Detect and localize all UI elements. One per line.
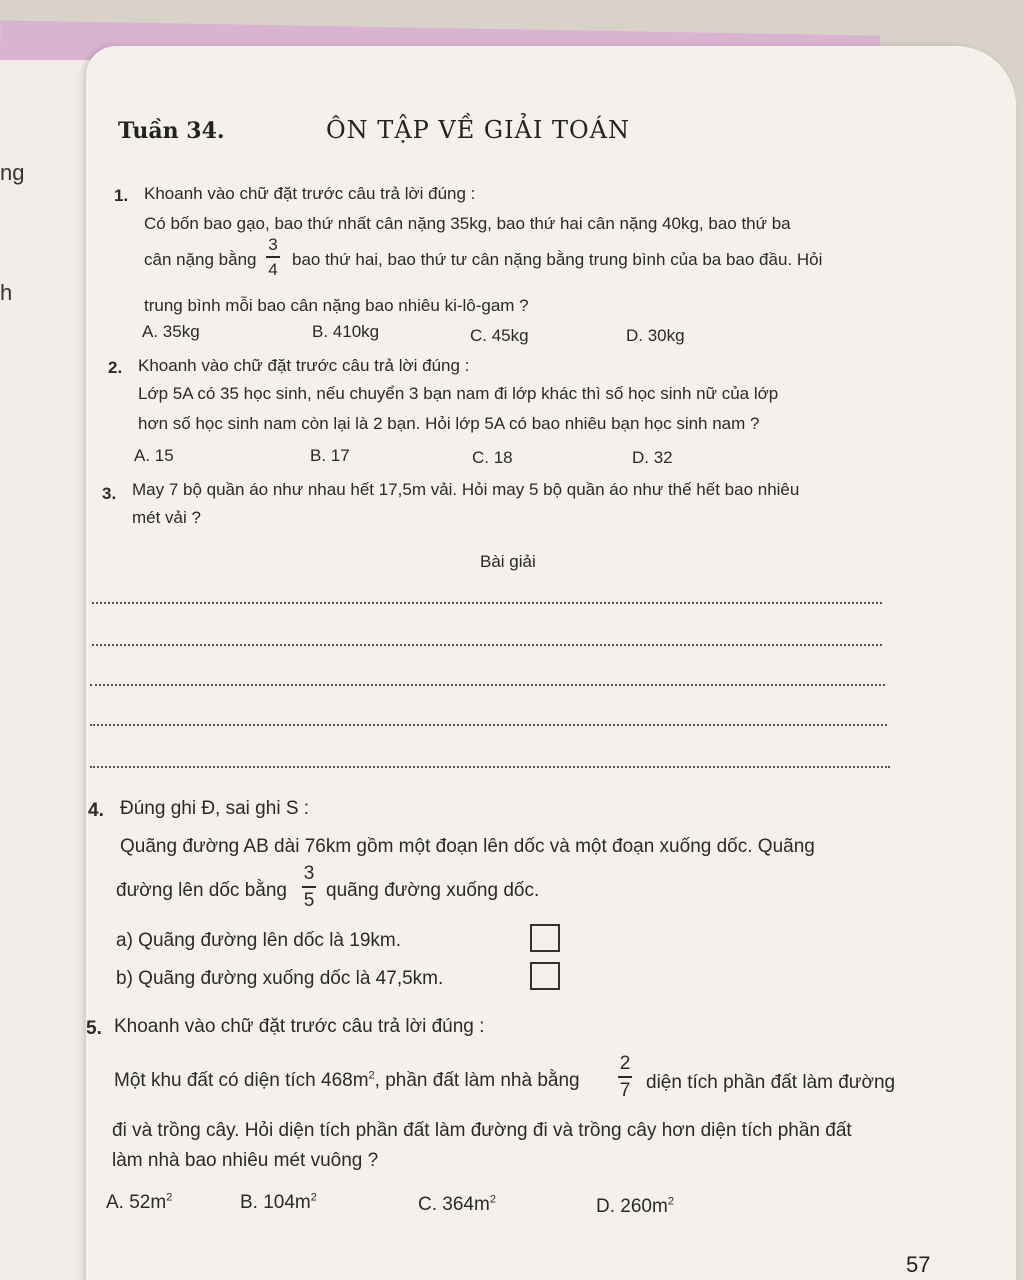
- q2-number: 2.: [108, 358, 123, 377]
- left-page-fragment: h: [0, 280, 13, 305]
- week-label: Tuần 34.: [118, 118, 225, 144]
- q5-number: 5.: [86, 1018, 102, 1039]
- q1-text-line2a: cân nặng bằng: [144, 250, 257, 269]
- superscript: 2: [667, 1195, 674, 1208]
- q5-fraction: [618, 1054, 632, 1100]
- q4-answer-box-a[interactable]: [530, 924, 560, 952]
- worksheet-page: [86, 46, 1016, 1280]
- q4-item-b: b) Quãng đường xuống dốc là 47,5km.: [116, 968, 444, 989]
- q1-text-line3: trung bình mỗi bao cân nặng bao nhiêu ki-lô-gam ?: [144, 296, 529, 315]
- superscript: 2: [489, 1193, 496, 1206]
- q1-option-a: A. 35kg: [142, 322, 200, 341]
- q2-text-line2: hơn số học sinh nam còn lại là 2 bạn. Hỏi lớp 5A có bao nhiêu bạn học sinh nam ?: [138, 414, 760, 433]
- q2-text-line1: Lớp 5A có 35 học sinh, nếu chuyển 3 bạn nam đi lớp khác thì số học sinh nữ của lớp: [138, 384, 779, 403]
- answer-line: [90, 724, 887, 726]
- q5-text-line1b: , phần đất làm nhà bằng: [374, 1070, 580, 1091]
- q5-option-b: [240, 1192, 317, 1214]
- q1-instruction: Khoanh vào chữ đặt trước câu trả lời đúng :: [144, 184, 476, 203]
- answer-line: [90, 684, 885, 686]
- q5-text-line1c: diện tích phần đất làm đường: [646, 1072, 896, 1093]
- q3-text-line1: May 7 bộ quần áo như nhau hết 17,5m vải. Hỏi may 5 bộ quần áo như thế hết bao nhiêu: [132, 480, 800, 499]
- q1-option-b: B. 410kg: [312, 322, 380, 341]
- q3-text-line2: mét vải ?: [132, 508, 201, 527]
- q5-option-c-label: C. 364m: [418, 1194, 490, 1215]
- q1-fraction-denominator: 4: [268, 259, 278, 279]
- q1-number: 1.: [114, 186, 129, 205]
- q1-fraction-numerator: 3: [268, 235, 278, 254]
- q4-instruction: Đúng ghi Đ, sai ghi S :: [120, 798, 310, 819]
- q5-text-line1a: Một khu đất có diện tích 468m: [114, 1070, 369, 1091]
- fraction-bar: [302, 886, 316, 888]
- q4-fraction-denominator: 5: [303, 889, 315, 911]
- q5-option-a: [106, 1192, 172, 1214]
- q2-instruction: Khoanh vào chữ đặt trước câu trả lời đúng :: [138, 356, 470, 375]
- fraction-bar: [618, 1076, 632, 1078]
- q1-option-c: C. 45kg: [470, 326, 529, 345]
- q5-fraction-denominator: 7: [619, 1079, 631, 1101]
- answer-line: [92, 644, 882, 646]
- q5-instruction: Khoanh vào chữ đặt trước câu trả lời đúng :: [114, 1016, 485, 1037]
- q5-option-d-label: D. 260m: [596, 1196, 668, 1217]
- q5-text-line3: làm nhà bao nhiêu mét vuông ?: [112, 1150, 379, 1171]
- answer-line: [90, 766, 890, 768]
- q4-fraction-numerator: 3: [303, 863, 315, 884]
- q3-solution-label: Bài giải: [480, 552, 536, 571]
- q4-number: 4.: [88, 800, 104, 821]
- page-number: 57: [906, 1252, 931, 1277]
- q5-option-a-label: A. 52m: [106, 1192, 167, 1213]
- q5-text-line2: đi và trồng cây. Hỏi diện tích phần đất làm đường đi và trồng cây hơn diện tích phần đất: [112, 1120, 852, 1141]
- q2-option-d: D. 32: [632, 448, 673, 467]
- answer-line: [92, 602, 882, 604]
- q5-option-d: [596, 1196, 674, 1218]
- superscript: 2: [368, 1069, 375, 1082]
- q5-text-line1: [114, 1070, 580, 1092]
- fraction-bar: [266, 256, 280, 258]
- q4-text-line2a: đường lên dốc bằng: [116, 880, 287, 901]
- q2-option-c: C. 18: [472, 448, 513, 467]
- q4-fraction: [302, 864, 316, 910]
- superscript: 2: [310, 1191, 317, 1204]
- q2-option-a: A. 15: [134, 446, 174, 465]
- page-title: ÔN TẬP VỀ GIẢI TOÁN: [326, 116, 631, 144]
- left-page: [0, 60, 100, 1280]
- q4-item-a: a) Quãng đường lên dốc là 19km.: [116, 930, 402, 951]
- q4-answer-box-b[interactable]: [530, 962, 560, 990]
- q4-text-line1: Quãng đường AB dài 76km gồm một đoạn lên dốc và một đoạn xuống dốc. Quãng: [120, 836, 815, 857]
- q1-text-line2b: bao thứ hai, bao thứ tư cân nặng bằng trung bình của ba bao đầu. Hỏi: [292, 250, 823, 269]
- q5-option-b-label: B. 104m: [240, 1192, 311, 1213]
- q5-fraction-numerator: 2: [619, 1053, 631, 1074]
- left-page-fragment: ng: [0, 160, 25, 185]
- superscript: 2: [166, 1191, 173, 1204]
- q1-text-line1: Có bốn bao gạo, bao thứ nhất cân nặng 35kg, bao thứ hai cân nặng 40kg, bao thứ ba: [144, 214, 791, 233]
- q2-option-b: B. 17: [310, 446, 350, 465]
- q1-option-d: D. 30kg: [626, 326, 685, 345]
- q4-text-line2b: quãng đường xuống dốc.: [326, 880, 540, 901]
- q5-option-c: [418, 1194, 496, 1216]
- q3-number: 3.: [102, 484, 117, 503]
- q1-fraction: [266, 236, 280, 278]
